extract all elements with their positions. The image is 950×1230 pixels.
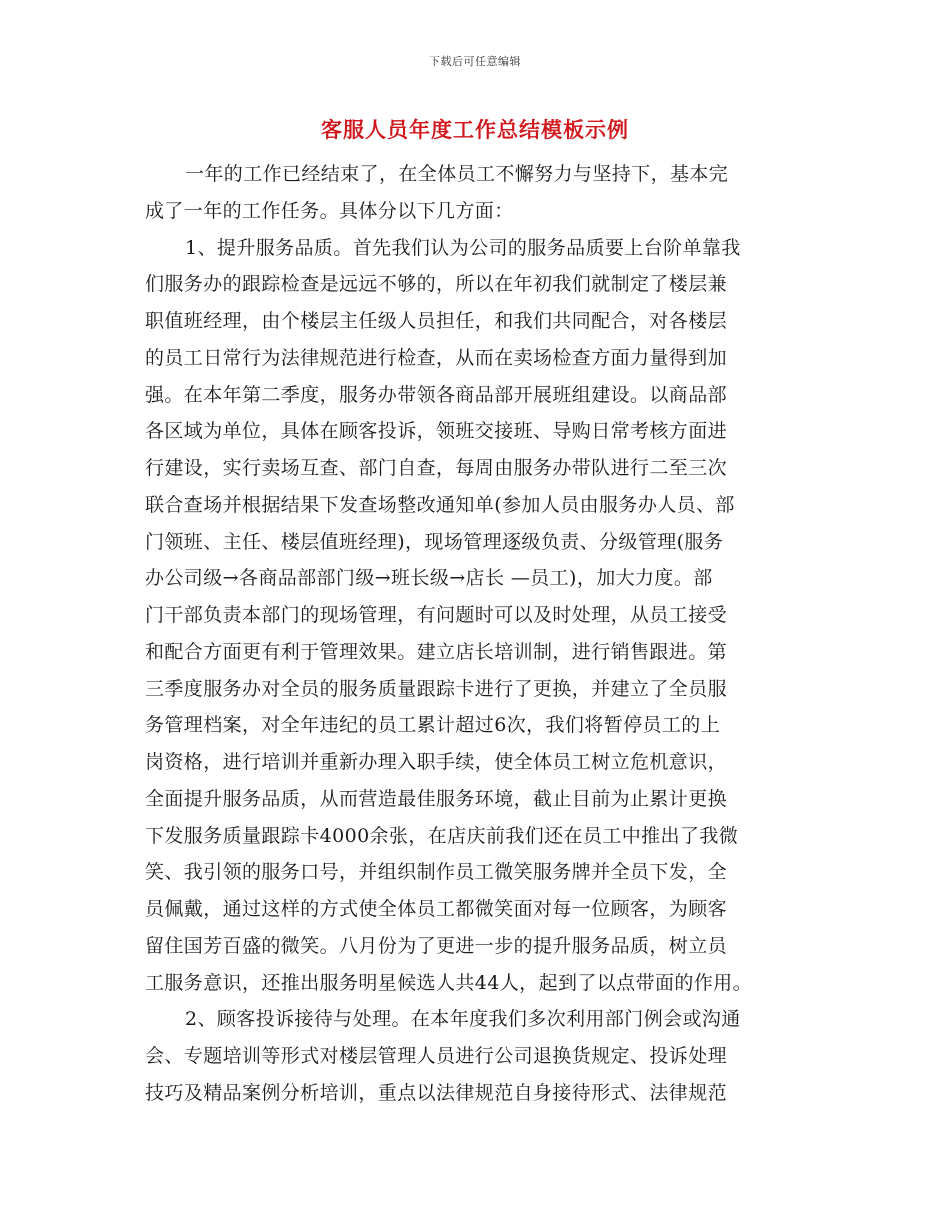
body-line: 留住国芳百盛的微笑。八月份为了更进一步的提升服务品质，树立员 — [145, 934, 728, 957]
body-line: 三季度服务办对全员的服务质量跟踪卡进行了更换，并建立了全员服 — [145, 677, 728, 700]
document-title: 客服人员年度工作总结模板示例 — [321, 117, 629, 142]
body-line: 成了一年的工作任务。具体分以下几方面： — [145, 199, 514, 222]
body-line: 技巧及精品案例分析培训，重点以法律规范自身接待形式、法律规范 — [145, 1081, 728, 1104]
body-line: 的员工日常行为法律规范进行检查，从而在卖场检查方面力量得到加 — [145, 346, 728, 369]
header-note: 下载后可任意编辑 — [429, 55, 521, 68]
body-line: 门领班、主任、楼层值班经理)，现场管理逐级负责、分级管理(服务 — [145, 530, 724, 553]
body-line: 1、提升服务品质。首先我们认为公司的服务品质要上台阶单靠我 — [185, 236, 741, 259]
body-line: 职值班经理，由个楼层主任级人员担任，和我们共同配合，对各楼层 — [145, 310, 728, 332]
body-line: 行建设，实行卖场互查、部门自查，每周由服务办带队进行二至三次 — [145, 457, 728, 479]
body-line: 一年的工作已经结束了，在全体员工不懈努力与坚持下，基本完 — [185, 163, 729, 185]
body-line: 下发服务质量跟踪卡4000余张，在店庆前我们还在员工中推出了我微 — [145, 824, 739, 847]
body-line: 会、专题培训等形式对楼层管理人员进行公司退换货规定、投诉处理 — [145, 1045, 728, 1067]
body-line: 联合查场并根据结果下发查场整改通知单(参加人员由服务办人员、部 — [145, 493, 735, 516]
body-line: 全面提升服务品质，从而营造最佳服务环境，截止目前为止累计更换 — [145, 787, 728, 810]
body-line: 强。在本年第二季度，服务办带领各商品部开展班组建设。以商品部 — [145, 383, 728, 406]
body-line: 岗资格，进行培训并重新办理入职手续，使全体员工树立危机意识， — [145, 751, 728, 773]
body-line: 笑、我引领的服务口号，并组织制作员工微笑服务牌并全员下发，全 — [145, 861, 728, 884]
body-line: 们服务办的跟踪检查是远远不够的，所以在年初我们就制定了楼层兼 — [145, 273, 728, 296]
body-line: 和配合方面更有利于管理效果。建立店长培训制，进行销售跟进。第 — [145, 640, 728, 663]
body-line: 办公司级→各商品部部门级→班长级→店长 —员工)，加大力度。部 — [145, 567, 713, 590]
body-line: 务管理档案，对全年违纪的员工累计超过6次，我们将暂停员工的上 — [145, 714, 721, 737]
document-body — [145, 156, 810, 1112]
body-line: 工服务意识，还推出服务明星候选人共44人，起到了以点带面的作用。 — [145, 971, 752, 994]
body-line: 2、顾客投诉接待与处理。在本年度我们多次利用部门例会或沟通 — [185, 1008, 741, 1031]
body-line: 各区域为单位，具体在顾客投诉，领班交接班、导购日常考核方面进 — [145, 420, 728, 443]
body-line: 员佩戴，通过这样的方式使全体员工都微笑面对每一位顾客，为顾客 — [145, 898, 728, 920]
body-line: 门干部负责本部门的现场管理，有问题时可以及时处理，从员工接受 — [145, 604, 728, 626]
